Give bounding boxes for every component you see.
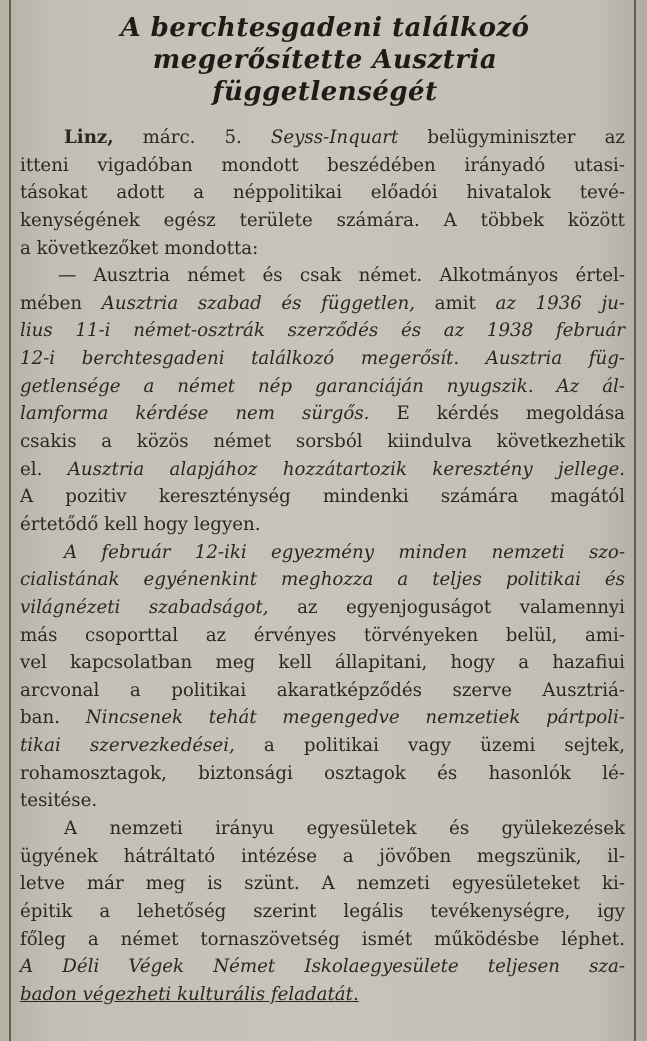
text-run: amit <box>415 292 496 314</box>
text-run: Seyss-Inquart <box>270 127 399 148</box>
text-run: a politikai vagy üzemi sejtek, <box>234 735 625 757</box>
article-line <box>20 953 625 981</box>
column-rule-left <box>9 0 11 1041</box>
article-line <box>20 704 625 732</box>
article-line <box>20 898 625 926</box>
article-line <box>20 235 625 263</box>
text-run: kenységének egész területe számára. A többek között <box>20 209 625 231</box>
text-run: tikai szervezkedései, <box>20 735 235 757</box>
text-run: — Ausztria német és csak német. Alkotmányos értel- <box>58 265 625 287</box>
text-run: 12-i berchtesgadeni találkozó megerősít. Ausztria füg- <box>20 348 625 370</box>
text-run: A Déli Végek Német Iskolaegyesülete teljesen sza- <box>20 956 625 978</box>
text-run: az egyenjoguságot valamennyi <box>268 596 625 618</box>
text-run: arcvonal a politikai akaratképződés szerve Ausztriá- <box>20 679 625 701</box>
article-line <box>20 152 625 180</box>
article-line <box>20 262 625 290</box>
article-line <box>20 290 625 318</box>
text-run: lius 11-i német-osztrák szerződés és az 1938 február <box>20 320 625 342</box>
text-run: E kérdés megoldása <box>369 403 625 425</box>
text-run: badon végezheti kulturális feladatát. <box>20 983 359 1005</box>
text-run: getlensége a német nép garanciáján nyugszik. Az ál- <box>20 375 625 397</box>
article-line <box>20 511 625 539</box>
article-line <box>20 345 625 373</box>
article-line <box>20 981 625 1009</box>
headline-line: megerősítette Ausztria <box>152 45 498 75</box>
article-line <box>20 843 625 871</box>
text-run: letve már meg is szünt. A nemzeti egyesületeket ki- <box>20 873 625 895</box>
article-line <box>20 317 625 345</box>
article-line <box>20 649 625 677</box>
article-line <box>20 400 625 428</box>
article-line <box>20 207 625 235</box>
text-run: itteni vigadóban mondott beszédében irányadó utasi- <box>20 154 625 176</box>
text-run: A nemzeti irányu egyesületek és gyülekezések <box>64 818 625 840</box>
article-line <box>20 179 625 207</box>
article-line <box>20 566 625 594</box>
article-line <box>20 787 625 815</box>
article-line <box>20 483 625 511</box>
headline-line: A berchtesgadeni találkozó <box>120 13 530 43</box>
text-run: rohamosztagok, biztonsági osztagok és hasonlók lé- <box>20 762 625 784</box>
article-line <box>20 926 625 954</box>
article-line <box>20 539 625 567</box>
text-run: értetődő kell hogy legyen. <box>20 513 261 535</box>
article-line <box>20 870 625 898</box>
article-line <box>20 124 625 152</box>
article-line <box>20 456 625 484</box>
text-run: más csoporttal az érvényes törvényeken belül, ami- <box>20 624 625 646</box>
text-run: Nincsenek tehát megengedve nemzetiek pártpoli- <box>85 707 626 729</box>
text-run: Ausztria szabad és független, <box>101 292 415 314</box>
text-run: az 1936 ju- <box>495 292 625 314</box>
text-run: vel kapcsolatban meg kell állapitani, hogy a hazafiui <box>20 652 625 674</box>
text-run: főleg a német tornaszövetség ismét működésbe léphet. <box>20 928 625 950</box>
article-headline <box>20 12 630 108</box>
text-run: márc. 5. <box>113 127 271 148</box>
text-run: lamforma kérdése nem sürgős. <box>20 403 370 425</box>
article-body <box>20 124 625 1009</box>
text-run: A február 12-iki egyezmény minden nemzeti szo- <box>64 541 625 563</box>
text-run: tásokat adott a néppolitikai előadói hivatalok tevé- <box>20 182 625 204</box>
text-run: ügyének hátráltató intézése a jövőben megszünik, il- <box>20 845 625 867</box>
article-line <box>20 594 625 622</box>
headline-line: függetlenségét <box>212 77 438 107</box>
text-run: el. <box>20 458 68 480</box>
text-run: csakis a közös német sorsból kiindulva következhetik <box>20 431 625 453</box>
article-line <box>20 373 625 401</box>
text-run: ban. <box>20 707 86 729</box>
article-line <box>20 732 625 760</box>
text-run: épitik a lehetőség szerint legális tevékenységre, igy <box>20 900 625 922</box>
text-run: Linz, <box>64 127 114 148</box>
article-line <box>20 760 625 788</box>
article-line <box>20 622 625 650</box>
article-line <box>20 815 625 843</box>
text-run: Ausztria alapjához hozzátartozik keresztény jellege. <box>67 458 625 480</box>
text-run: a következőket mondotta: <box>20 237 259 259</box>
text-run: A pozitiv kereszténység mindenki számára magától <box>20 486 625 508</box>
column-rule-right <box>634 0 636 1041</box>
article-line <box>20 428 625 456</box>
text-run: tesitése. <box>20 790 98 812</box>
article-line <box>20 677 625 705</box>
text-run: belügyminiszter az <box>398 127 625 148</box>
text-run: cialistának egyénenkint meghozza a teljes politikai és <box>20 569 625 591</box>
text-run: mében <box>20 292 102 314</box>
text-run: világnézeti szabadságot, <box>20 596 269 618</box>
